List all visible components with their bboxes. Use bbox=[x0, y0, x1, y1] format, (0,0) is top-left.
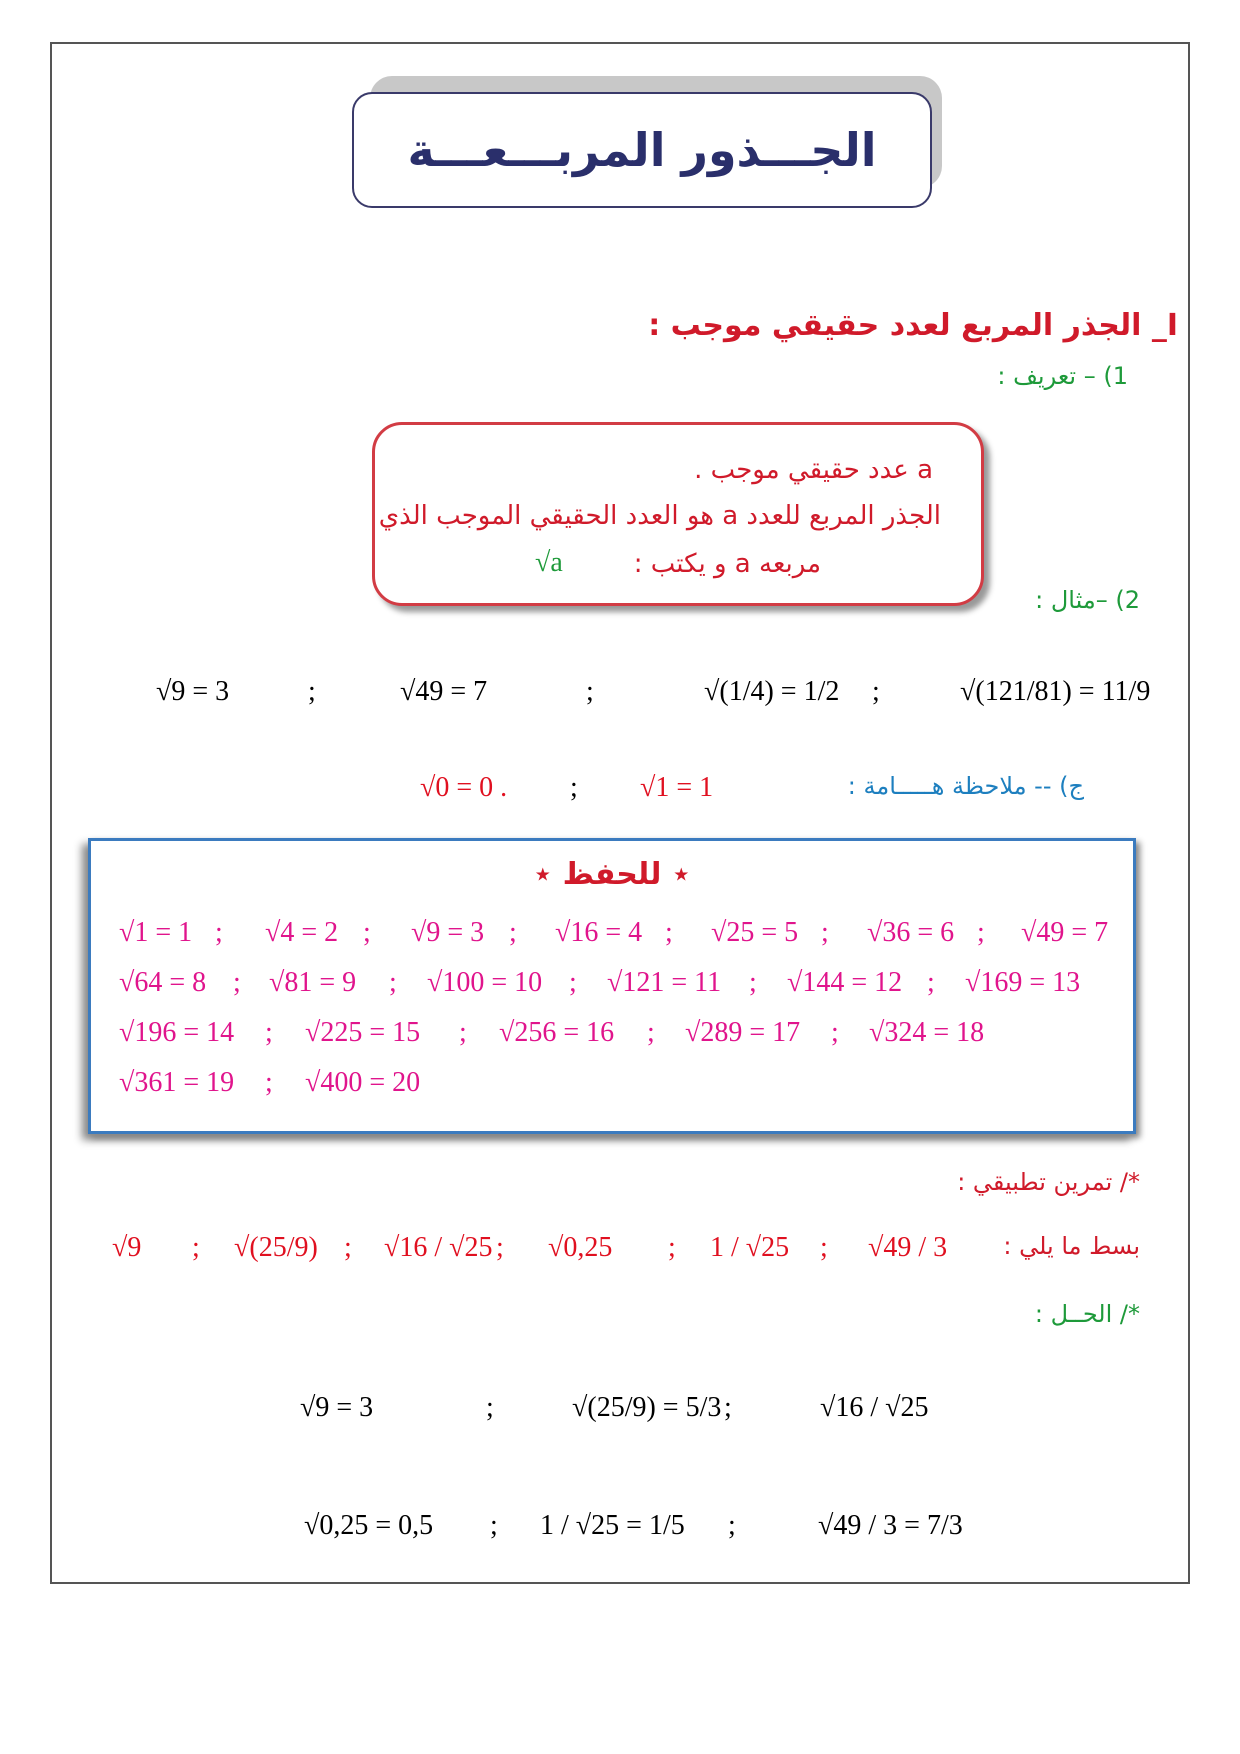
memorize-item: √196 = 14 bbox=[119, 1017, 235, 1048]
example-sep: ; bbox=[586, 676, 594, 707]
exercise-sep: ; bbox=[820, 1232, 828, 1263]
sep: ; bbox=[831, 1017, 839, 1048]
memorize-item: √256 = 16 bbox=[499, 1017, 615, 1048]
definition-line-2: الجذر المربع للعدد a هو العدد الحقيقي الموجب الذي bbox=[378, 501, 941, 531]
sep: ; bbox=[749, 967, 757, 998]
solution-item: 1 / √25 = 1/5 bbox=[540, 1510, 685, 1541]
example-sqrt49: √49 = 7 bbox=[400, 676, 488, 707]
exercise-sep: ; bbox=[668, 1232, 676, 1263]
solution-sep: ; bbox=[724, 1392, 732, 1423]
memorize-item: √25 = 5 bbox=[711, 917, 799, 948]
memorize-item: √4 = 2 bbox=[265, 917, 339, 948]
note-label: ج) -- ملاحظة هـــــامة : bbox=[847, 772, 1084, 800]
sep: ; bbox=[265, 1017, 273, 1048]
memorize-item: √400 = 20 bbox=[305, 1067, 421, 1098]
example-label: 2) –مثال : bbox=[1035, 586, 1140, 614]
sep: ; bbox=[459, 1017, 467, 1048]
memorize-item: √64 = 8 bbox=[119, 967, 207, 998]
memorize-item: √1 = 1 bbox=[119, 917, 193, 948]
solution-sep: ; bbox=[490, 1510, 498, 1541]
definition-line-3: مربعه a و يكتب : bbox=[633, 549, 821, 579]
memorize-item: √49 = 7 bbox=[1021, 917, 1109, 948]
sep: ; bbox=[665, 917, 673, 948]
exercise-heading: */ تمرين تطبيقي : bbox=[957, 1168, 1140, 1196]
exercise-sep: ; bbox=[344, 1232, 352, 1263]
exercise-item: √16 / √25 bbox=[384, 1232, 493, 1263]
memorize-item: √121 = 11 bbox=[607, 967, 722, 998]
sep: ; bbox=[821, 917, 829, 948]
solution-item: √9 = 3 bbox=[300, 1392, 374, 1423]
exercise-sep: ; bbox=[496, 1232, 504, 1263]
exercise-item: √9 bbox=[112, 1232, 142, 1263]
sqrt-a-notation: √a bbox=[535, 547, 563, 578]
sep: ; bbox=[509, 917, 517, 948]
memorize-item: √9 = 3 bbox=[411, 917, 485, 948]
exercise-item: √49 / 3 bbox=[868, 1232, 948, 1263]
sep: ; bbox=[363, 917, 371, 948]
example-sqrt-quarter: √(1/4) = 1/2 bbox=[704, 676, 840, 707]
example-sep: ; bbox=[872, 676, 880, 707]
example-sep: ; bbox=[308, 676, 316, 707]
title-box bbox=[352, 92, 932, 208]
memorize-item: √81 = 9 bbox=[269, 967, 357, 998]
solution-item: √(25/9) = 5/3 bbox=[572, 1392, 722, 1423]
solution-sep: ; bbox=[728, 1510, 736, 1541]
solution-item: √0,25 = 0,5 bbox=[304, 1510, 434, 1541]
sep: ; bbox=[265, 1067, 273, 1098]
sep: ; bbox=[647, 1017, 655, 1048]
page-frame bbox=[50, 42, 1190, 1584]
memorize-item: √169 = 13 bbox=[965, 967, 1081, 998]
definition-box bbox=[372, 422, 984, 606]
exercise-item: 1 / √25 bbox=[710, 1232, 790, 1263]
example-sqrt-121-81: √(121/81) = 11/9 bbox=[960, 676, 1151, 707]
exercise-sep: ; bbox=[192, 1232, 200, 1263]
note-sqrt1: √1 = 1 bbox=[640, 772, 714, 803]
section-heading: I_ الجذر المربع لعدد حقيقي موجب : bbox=[648, 308, 1178, 343]
solution-heading: */ الحــل : bbox=[1034, 1300, 1140, 1328]
memorize-item: √324 = 18 bbox=[869, 1017, 985, 1048]
memorize-item: √36 = 6 bbox=[867, 917, 955, 948]
memorize-item: √289 = 17 bbox=[685, 1017, 801, 1048]
memorize-item: √225 = 15 bbox=[305, 1017, 421, 1048]
solution-item: √49 / 3 = 7/3 bbox=[818, 1510, 963, 1541]
sep: ; bbox=[233, 967, 241, 998]
sep: ; bbox=[215, 917, 223, 948]
memorize-box bbox=[88, 838, 1136, 1134]
sep: ; bbox=[389, 967, 397, 998]
sep: ; bbox=[927, 967, 935, 998]
page-title: الجـــذور المربـــعـــة bbox=[407, 123, 877, 177]
note-sqrt0: √0 = 0 . bbox=[420, 772, 508, 803]
definition-label: 1) – تعريف : bbox=[997, 362, 1128, 390]
memorize-item: √16 = 4 bbox=[555, 917, 643, 948]
sep: ; bbox=[977, 917, 985, 948]
memorize-item: √100 = 10 bbox=[427, 967, 543, 998]
solution-sep: ; bbox=[486, 1392, 494, 1423]
exercise-instruction: بسط ما يلي : bbox=[1003, 1232, 1140, 1260]
exercise-item: √(25/9) bbox=[234, 1232, 318, 1263]
memorize-separators bbox=[119, 917, 1119, 1117]
memorize-title: ⋆ للحفظ ⋆ bbox=[533, 857, 691, 892]
memorize-item: √144 = 12 bbox=[787, 967, 903, 998]
exercise-item: √0,25 bbox=[548, 1232, 613, 1263]
solution-item: √16 / √25 bbox=[820, 1392, 929, 1423]
definition-line-1: a عدد حقيقي موجب . bbox=[694, 455, 933, 485]
note-sep: ; bbox=[570, 772, 578, 803]
memorize-item: √361 = 19 bbox=[119, 1067, 235, 1098]
sep: ; bbox=[569, 967, 577, 998]
example-sqrt9: √9 = 3 bbox=[156, 676, 230, 707]
